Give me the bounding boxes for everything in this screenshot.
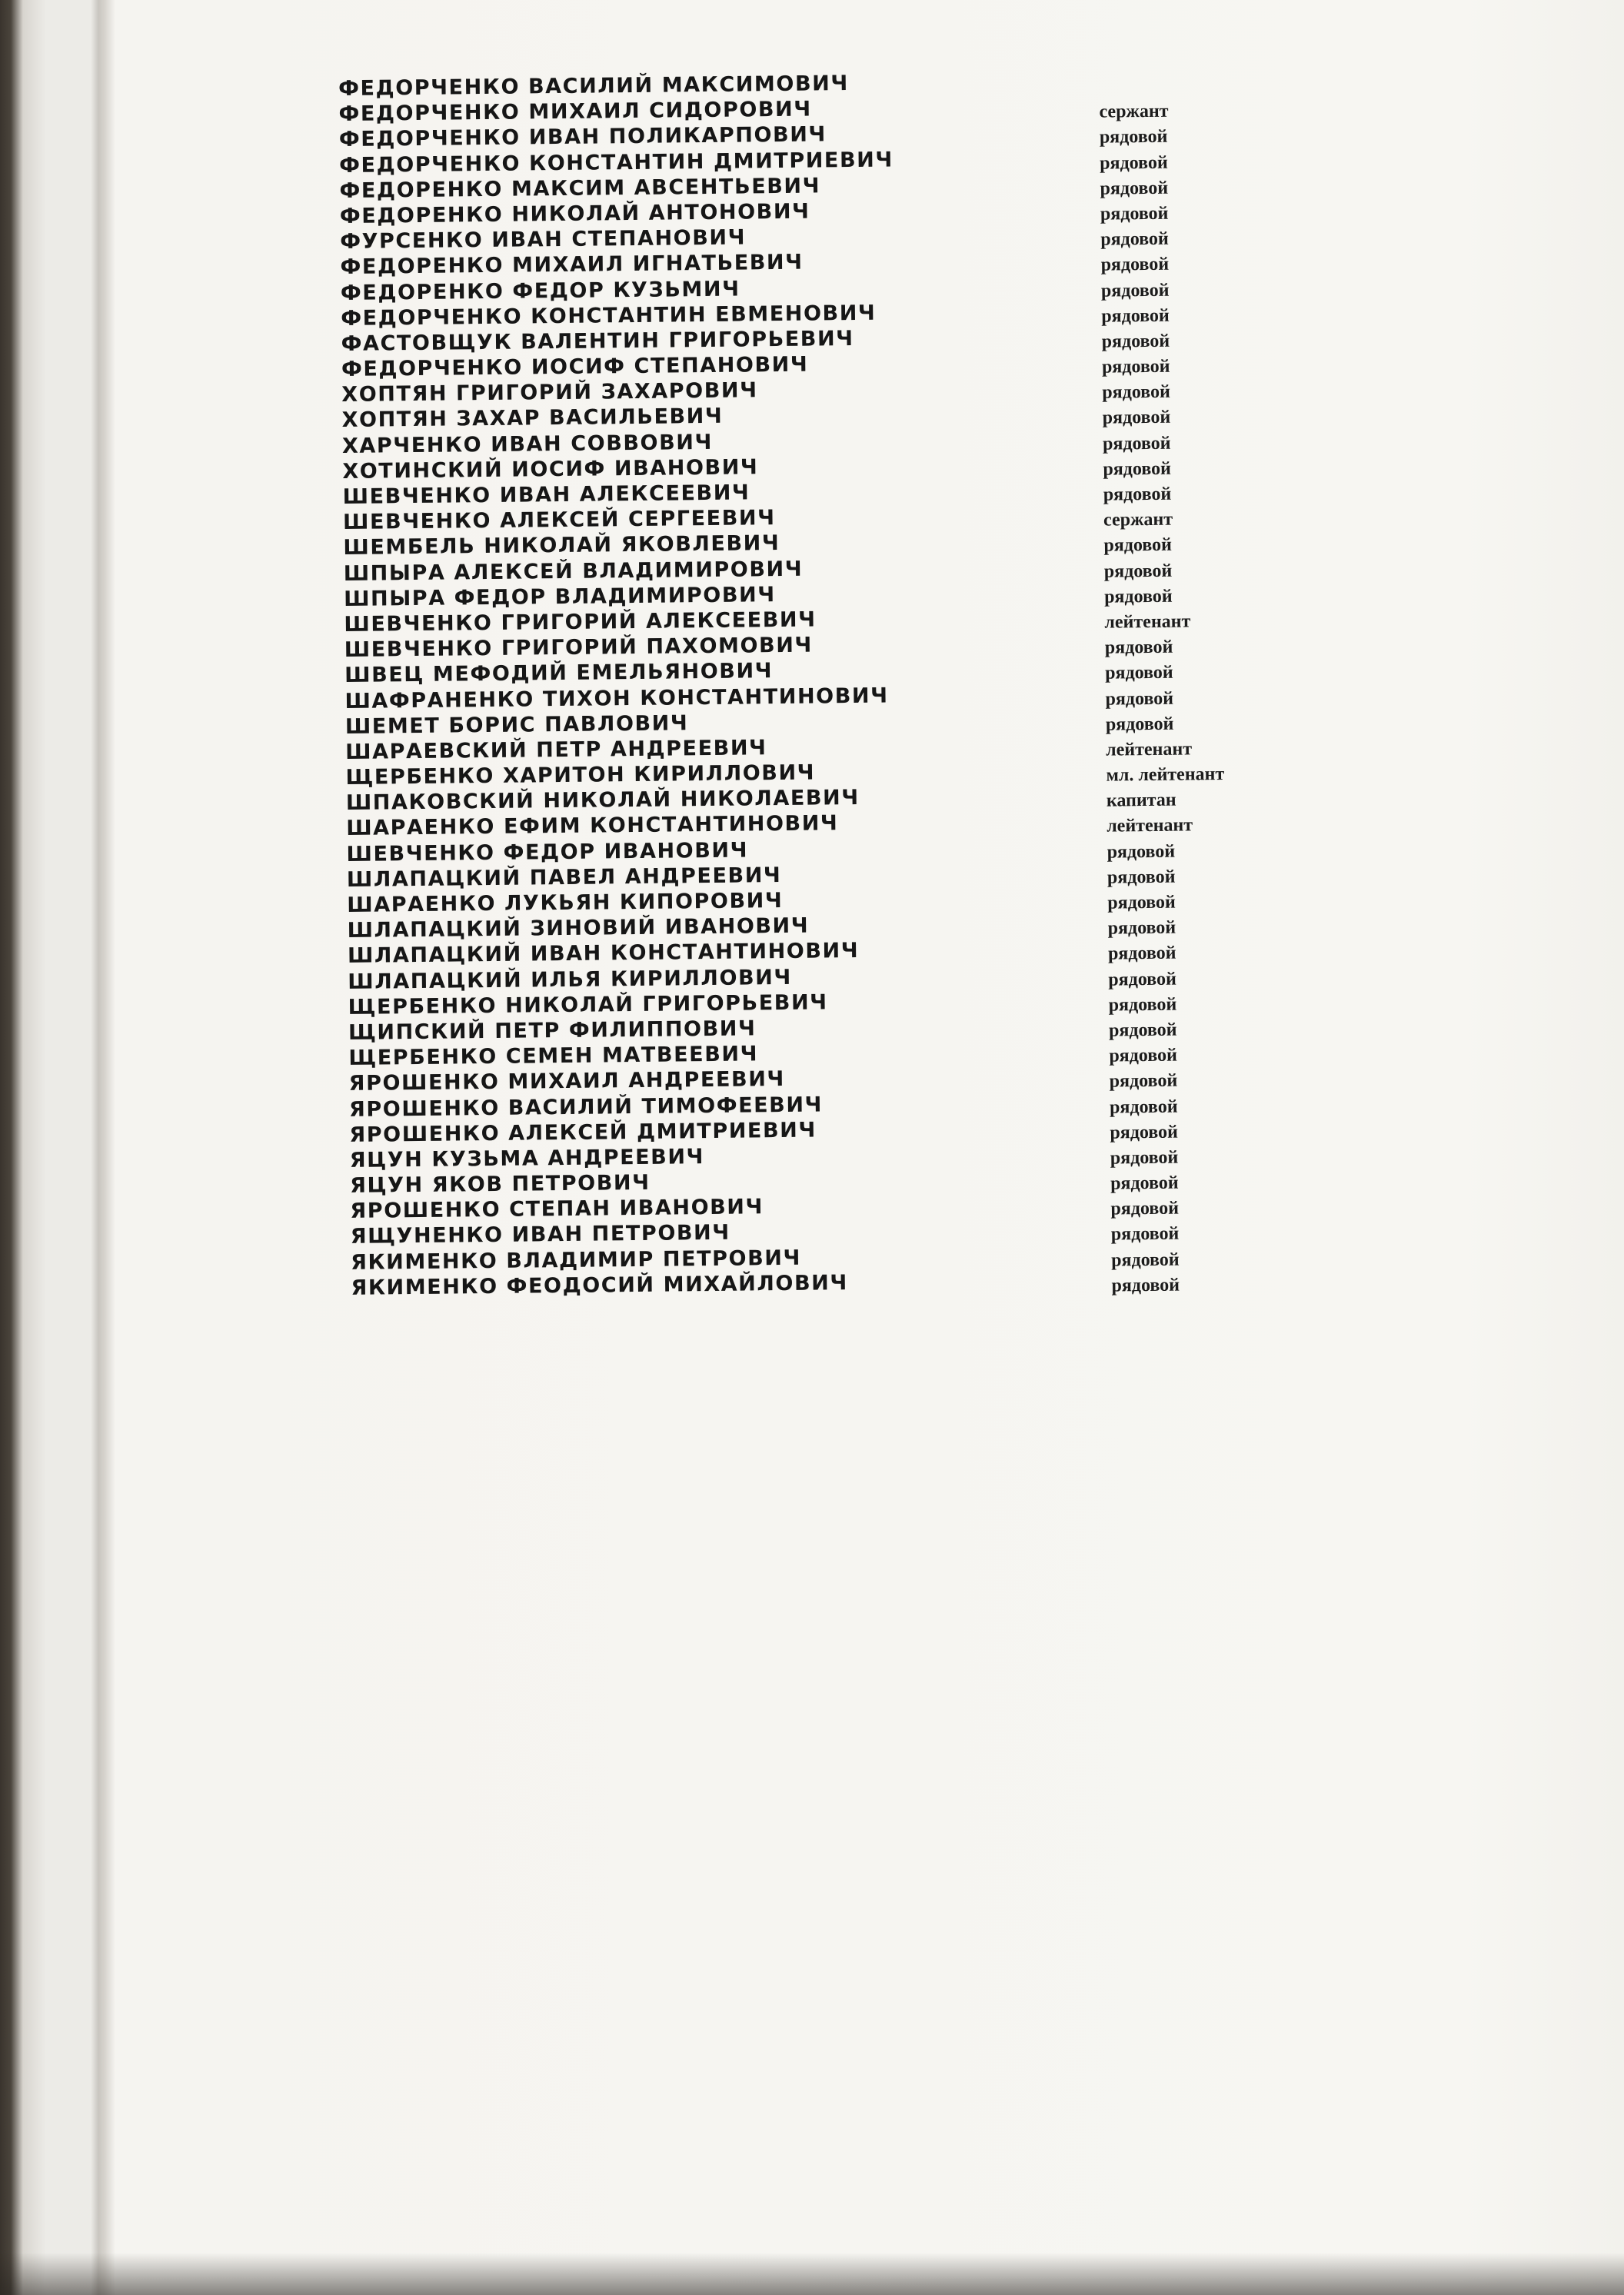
person-name: ЩЕРБЕНКО НИКОЛАЙ ГРИГОРЬЕВИЧ <box>348 990 828 1019</box>
person-name: ШПЫРА АЛЕКСЕЙ ВЛАДИМИРОВИЧ <box>343 557 804 586</box>
person-name: ШПЫРА ФЕДОР ВЛАДИМИРОВИЧ <box>343 582 776 611</box>
person-name: ЯРОШЕНКО АЛЕКСЕЙ ДМИТРИЕВИЧ <box>349 1118 817 1147</box>
person-name: ШЛАПАЦКИЙ ЗИНОВИЙ ИВАНОВИЧ <box>347 913 810 943</box>
military-rank: рядовой <box>1109 1096 1178 1118</box>
military-rank: мл. лейтенант <box>1106 764 1225 786</box>
person-name: ХАРЧЕНКО ИВАН СОВВОВИЧ <box>341 430 714 458</box>
person-name: ФЕДОРЧЕНКО МИХАИЛ СИДОРОВИЧ <box>338 97 812 127</box>
person-name: ХОПТЯН ГРИГОРИЙ ЗАХАРОВИЧ <box>341 378 758 407</box>
military-rank: рядовой <box>1108 994 1177 1016</box>
military-rank: рядовой <box>1110 1147 1179 1169</box>
military-rank: рядовой <box>1102 407 1171 429</box>
military-rank: рядовой <box>1105 713 1174 735</box>
person-name: ФАСТОВЩУК ВАЛЕНТИН ГРИГОРЬЕВИЧ <box>341 326 854 356</box>
military-rank: рядовой <box>1110 1172 1179 1194</box>
military-rank: рядовой <box>1099 127 1168 148</box>
military-rank: рядовой <box>1100 280 1170 301</box>
military-rank: лейтенант <box>1107 815 1193 837</box>
military-rank: рядовой <box>1107 892 1176 913</box>
military-rank: рядовой <box>1105 662 1173 684</box>
military-rank: рядовой <box>1107 866 1176 888</box>
military-rank: рядовой <box>1100 152 1168 174</box>
person-name: ЯРОШЕНКО СТЕПАН ИВАНОВИЧ <box>350 1195 764 1224</box>
person-name: ЯЦУН ЯКОВ ПЕТРОВИЧ <box>349 1170 651 1198</box>
military-rank: рядовой <box>1102 433 1171 454</box>
person-name: ФЕДОРЕНКО НИКОЛАЙ АНТОНОВИЧ <box>339 199 810 228</box>
person-name: ЯЦУН КУЗЬМА АНДРЕЕВИЧ <box>349 1144 705 1172</box>
person-name: ШПАКОВСКИЙ НИКОЛАЙ НИКОЛАЕВИЧ <box>345 786 860 816</box>
military-rank: лейтенант <box>1106 739 1193 760</box>
military-rank: сержант <box>1099 101 1169 122</box>
military-rank: рядовой <box>1102 381 1170 403</box>
military-rank: капитан <box>1106 790 1176 811</box>
person-name: ШЕВЧЕНКО ФЕДОР ИВАНОВИЧ <box>346 838 749 866</box>
military-rank: рядовой <box>1101 331 1170 352</box>
military-rank: рядовой <box>1101 305 1170 327</box>
person-name: ФЕДОРЕНКО ФЕДОР КУЗЬМИЧ <box>340 277 740 305</box>
person-name: ФЕДОРЕНКО МАКСИМ АВСЕНТЬЕВИЧ <box>339 174 821 203</box>
military-rank: сержант <box>1103 509 1173 531</box>
person-name: ЯЩУНЕНКО ИВАН ПЕТРОВИЧ <box>350 1221 730 1249</box>
person-name: ШАРАЕНКО ЕФИМ КОНСТАНТИНОВИЧ <box>346 811 839 841</box>
military-rank: рядовой <box>1100 178 1169 199</box>
military-rank: рядовой <box>1111 1249 1180 1271</box>
person-name: ХОПТЯН ЗАХАР ВАСИЛЬЕВИЧ <box>341 404 724 433</box>
person-name: ШАРАЕНКО ЛУКЬЯН КИПОРОВИЧ <box>347 889 784 917</box>
person-name: ФЕДОРЧЕНКО КОНСТАНТИН ДМИТРИЕВИЧ <box>339 148 894 178</box>
person-name: ЯРОШЕНКО ВАСИЛИЙ ТИМОФЕЕВИЧ <box>348 1092 824 1122</box>
military-rank: рядовой <box>1107 841 1176 863</box>
military-rank: рядовой <box>1100 203 1169 225</box>
person-name: ФУРСЕНКО ИВАН СТЕПАНОВИЧ <box>340 225 747 254</box>
military-rank: рядовой <box>1110 1198 1180 1219</box>
military-rank: рядовой <box>1105 688 1174 710</box>
person-name: ШЛАПАЦКИЙ ИВАН КОНСТАНТИНОВИЧ <box>347 939 860 969</box>
military-rank: рядовой <box>1100 254 1170 275</box>
military-rank: лейтенант <box>1104 611 1191 633</box>
person-name: ШАРАЕВСКИЙ ПЕТР АНДРЕЕВИЧ <box>345 736 767 764</box>
person-name: ШЕВЧЕНКО ИВАН АЛЕКСЕЕВИЧ <box>342 481 750 509</box>
person-name: ФЕДОРЕНКО МИХАИЛ ИГНАТЬЕВИЧ <box>340 250 804 280</box>
military-rank: рядовой <box>1101 356 1170 378</box>
person-name: ФЕДОРЧЕНКО КОНСТАНТИН ЕВМЕНОВИЧ <box>341 301 877 331</box>
military-rank: рядовой <box>1103 560 1173 582</box>
roster-list <box>338 66 1351 1302</box>
person-name: ШАФРАНЕНКО ТИХОН КОНСТАНТИНОВИЧ <box>344 684 889 713</box>
military-rank: рядовой <box>1103 484 1172 505</box>
person-name: ШЕВЧЕНКО ГРИГОРИЙ АЛЕКСЕЕВИЧ <box>344 607 817 637</box>
military-rank: рядовой <box>1100 228 1169 250</box>
military-rank: рядовой <box>1107 917 1176 939</box>
military-rank: рядовой <box>1107 943 1176 964</box>
military-rank: рядовой <box>1103 535 1173 556</box>
person-name: ЯКИМЕНКО ВЛАДИМИР ПЕТРОВИЧ <box>350 1246 802 1275</box>
military-rank: рядовой <box>1111 1275 1180 1296</box>
military-rank: рядовой <box>1108 1019 1177 1041</box>
person-name: ФЕДОРЧЕНКО ИВАН ПОЛИКАРПОВИЧ <box>338 122 827 152</box>
person-name: ЩИПСКИЙ ПЕТР ФИЛИППОВИЧ <box>348 1016 757 1045</box>
military-rank: рядовой <box>1103 458 1172 480</box>
person-name: ШЕВЧЕНКО АЛЕКСЕЙ СЕРГЕЕВИЧ <box>342 506 776 535</box>
person-name: ФЕДОРЧЕНКО ВАСИЛИЙ МАКСИМОВИЧ <box>338 72 849 101</box>
person-name: ШЛАПАЦКИЙ ИЛЬЯ КИРИЛЛОВИЧ <box>348 965 792 994</box>
person-name: ШЕМЕТ БОРИС ПАВЛОВИЧ <box>344 710 689 739</box>
page-edge-shadow <box>0 2253 1624 2295</box>
military-rank: рядовой <box>1108 969 1176 990</box>
military-rank: рядовой <box>1104 586 1173 607</box>
military-rank: рядовой <box>1104 637 1173 658</box>
person-name: ЩЕРБЕНКО СЕМЕН МАТВЕЕВИЧ <box>348 1042 759 1071</box>
person-name: ЯРОШЕНКО МИХАИЛ АНДРЕЕВИЧ <box>348 1067 786 1096</box>
person-name: ШЕВЧЕНКО ГРИГОРИЙ ПАХОМОВИЧ <box>344 633 814 663</box>
person-name: ШЕМБЕЛЬ НИКОЛАЙ ЯКОВЛЕВИЧ <box>343 531 780 560</box>
person-name: ШЛАПАЦКИЙ ПАВЕЛ АНДРЕЕВИЧ <box>346 863 782 892</box>
person-name: ЯКИМЕНКО ФЕОДОСИЙ МИХАЙЛОВИЧ <box>351 1270 848 1300</box>
person-name: ФЕДОРЧЕНКО ИОСИФ СТЕПАНОВИЧ <box>341 352 809 382</box>
military-rank: рядовой <box>1109 1045 1178 1066</box>
person-name: ХОТИНСКИЙ ИОСИФ ИВАНОВИЧ <box>342 455 759 484</box>
person-name: ШВЕЦ МЕФОДИЙ ЕМЕЛЬЯНОВИЧ <box>344 659 774 688</box>
military-rank: рядовой <box>1110 1122 1179 1143</box>
military-rank: рядовой <box>1109 1070 1178 1092</box>
military-rank: рядовой <box>1110 1224 1180 1245</box>
person-name: ЩЕРБЕНКО ХАРИТОН КИРИЛЛОВИЧ <box>345 760 816 790</box>
